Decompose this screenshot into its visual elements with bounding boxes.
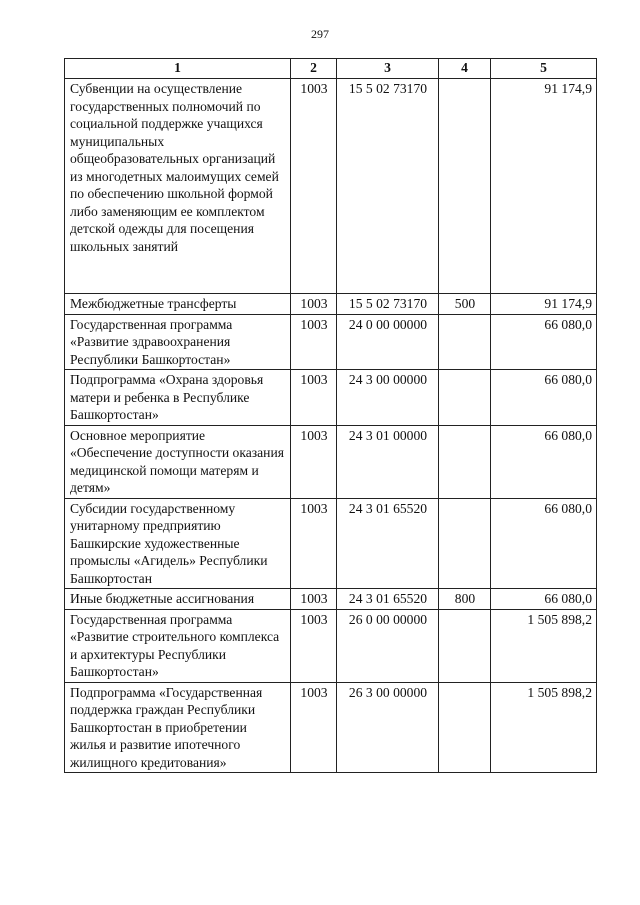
table-row	[65, 589, 597, 610]
row-section: 1003	[291, 370, 337, 426]
row-code: 26 0 00 00000	[337, 609, 439, 682]
row-amount: 66 080,0	[491, 425, 597, 498]
budget-table	[64, 58, 597, 773]
row-kind	[439, 609, 491, 682]
header-col-1: 1	[65, 59, 291, 79]
row-code: 24 3 01 00000	[337, 425, 439, 498]
row-name: Основное мероприятие «Обеспечение доступности оказания медицинской помощи матерям и детям»	[65, 425, 291, 498]
row-section: 1003	[291, 498, 337, 589]
row-kind: 500	[439, 294, 491, 315]
table-row	[65, 425, 597, 498]
table-row	[65, 609, 597, 682]
row-amount: 91 174,9	[491, 294, 597, 315]
row-amount: 66 080,0	[491, 314, 597, 370]
row-kind: 800	[439, 589, 491, 610]
row-code: 15 5 02 73170	[337, 79, 439, 294]
row-kind	[439, 314, 491, 370]
row-name: Подпрограмма «Охрана здоровья матери и ребенка в Республике Башкортостан»	[65, 370, 291, 426]
page-number: 297	[311, 27, 329, 41]
row-name: Субвенции на осуществление государственных полномочий по социальной поддержке учащихся муниципальных общеобразовательных организаций из многодетных малоимущих семей по обеспечению школьной формой либо заменяющим ее комплектом детской одежды для посещения школьных занятий	[65, 79, 291, 294]
header-row	[65, 59, 597, 79]
row-code: 24 3 00 00000	[337, 370, 439, 426]
row-section: 1003	[291, 589, 337, 610]
header-col-2: 2	[291, 59, 337, 79]
header-col-4: 4	[439, 59, 491, 79]
row-code: 26 3 00 00000	[337, 682, 439, 773]
row-code: 24 3 01 65520	[337, 498, 439, 589]
row-amount: 1 505 898,2	[491, 609, 597, 682]
row-section: 1003	[291, 314, 337, 370]
row-code: 24 0 00 00000	[337, 314, 439, 370]
header-col-3: 3	[337, 59, 439, 79]
row-code: 15 5 02 73170	[337, 294, 439, 315]
row-name: Иные бюджетные ассигнования	[65, 589, 291, 610]
table-row	[65, 79, 597, 294]
row-kind	[439, 370, 491, 426]
table-row	[65, 314, 597, 370]
row-amount: 1 505 898,2	[491, 682, 597, 773]
row-amount: 91 174,9	[491, 79, 597, 294]
row-section: 1003	[291, 294, 337, 315]
row-amount: 66 080,0	[491, 589, 597, 610]
row-section: 1003	[291, 79, 337, 294]
row-name: Государственная программа «Развитие строительного комплекса и архитектуры Республики Башкортостан»	[65, 609, 291, 682]
row-code: 24 3 01 65520	[337, 589, 439, 610]
table-row	[65, 498, 597, 589]
header-col-5: 5	[491, 59, 597, 79]
table-row	[65, 682, 597, 773]
row-kind	[439, 79, 491, 294]
row-section: 1003	[291, 682, 337, 773]
row-name: Субсидии государственному унитарному предприятию Башкирские художественные промыслы «Агидель» Республики Башкортостан	[65, 498, 291, 589]
row-kind	[439, 425, 491, 498]
row-kind	[439, 682, 491, 773]
row-name: Подпрограмма «Государственная поддержка граждан Республики Башкортостан в приобретении жилья и развитие ипотечного жилищного кредитования»	[65, 682, 291, 773]
table-body	[65, 79, 597, 773]
table-row	[65, 294, 597, 315]
row-name: Межбюджетные трансферты	[65, 294, 291, 315]
row-kind	[439, 498, 491, 589]
row-section: 1003	[291, 609, 337, 682]
row-section: 1003	[291, 425, 337, 498]
row-name: Государственная программа «Развитие здравоохранения Республики Башкортостан»	[65, 314, 291, 370]
table-header	[65, 59, 597, 79]
row-amount: 66 080,0	[491, 498, 597, 589]
row-amount: 66 080,0	[491, 370, 597, 426]
table-row	[65, 370, 597, 426]
